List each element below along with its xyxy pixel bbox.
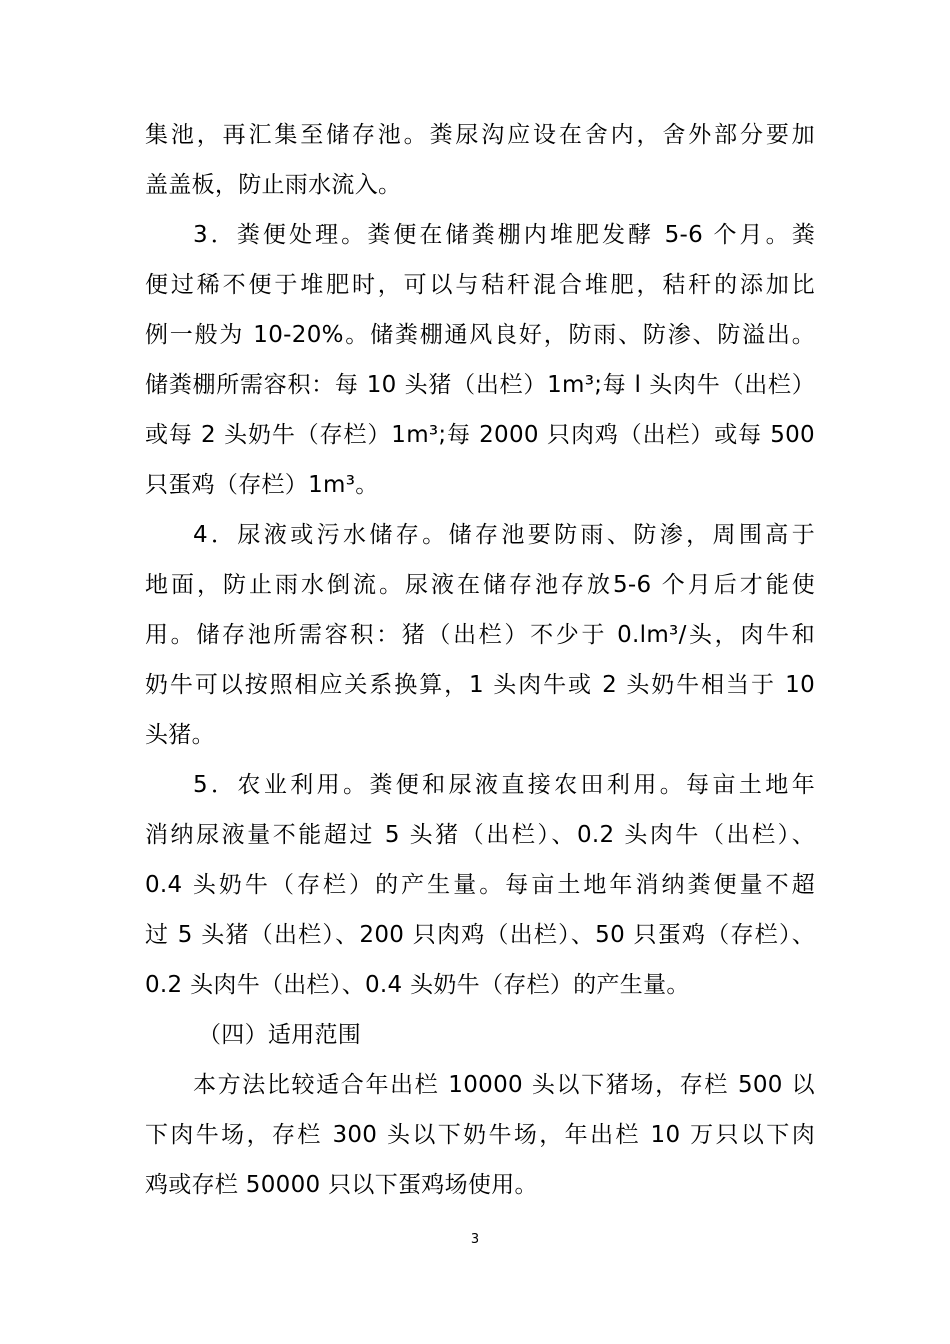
text-line: 鸡或存栏 50000 只以下蛋鸡场使用。 [145,1172,538,1198]
text-line: 头猪。 [145,722,215,748]
section-heading: （四）适用范围 [198,1022,362,1048]
page-number: 3 [470,1232,480,1247]
text-line: 3．粪便处理。粪便在储粪棚内堆肥发酵 5-6 个月。粪 [193,222,815,248]
text-line: 0.2 头肉牛（出栏）、0.4 头奶牛（存栏）的产生量。 [145,972,690,998]
text-line: 5．农业利用。粪便和尿液直接农田利用。每亩土地年 [193,772,815,798]
text-line: 便过稀不便于堆肥时，可以与秸秆混合堆肥，秸秆的添加比 [145,272,815,298]
text-line: 下肉牛场，存栏 300 头以下奶牛场，年出栏 10 万只以下肉 [145,1122,815,1148]
text-line: 例一般为 10-20%。储粪棚通风良好，防雨、防渗、防溢出。 [145,322,815,348]
text-line: 用。储存池所需容积：猪（出栏）不少于 0.lm³/头，肉牛和 [145,622,815,648]
text-line: 过 5 头猪（出栏）、200 只肉鸡（出栏）、50 只蛋鸡（存栏）、 [145,922,815,948]
text-line: 地面，防止雨水倒流。尿液在储存池存放5-6 个月后才能使 [145,572,815,598]
text-line: 或每 2 头奶牛（存栏）1m³;每 2000 只肉鸡（出栏）或每 500 [145,422,815,448]
text-line: 消纳尿液量不能超过 5 头猪（出栏）、0.2 头肉牛（出栏）、 [145,822,815,848]
text-line: 4．尿液或污水储存。储存池要防雨、防渗，周围高于 [193,522,815,548]
text-line: 只蛋鸡（存栏）1m³。 [145,472,379,498]
text-line: 盖盖板，防止雨水流入。 [145,172,402,198]
text-line: 0.4 头奶牛（存栏）的产生量。每亩土地年消纳粪便量不超 [145,872,815,898]
text-line: 储粪棚所需容积：每 10 头猪（出栏）1m³;每 l 头肉牛（出栏） [145,372,815,398]
text-line: 奶牛可以按照相应关系换算，1 头肉牛或 2 头奶牛相当于 10 [145,672,815,698]
text-line: 集池，再汇集至储存池。粪尿沟应设在舍内，舍外部分要加 [145,122,815,148]
text-line: 本方法比较适合年出栏 10000 头以下猪场，存栏 500 以 [193,1072,815,1098]
